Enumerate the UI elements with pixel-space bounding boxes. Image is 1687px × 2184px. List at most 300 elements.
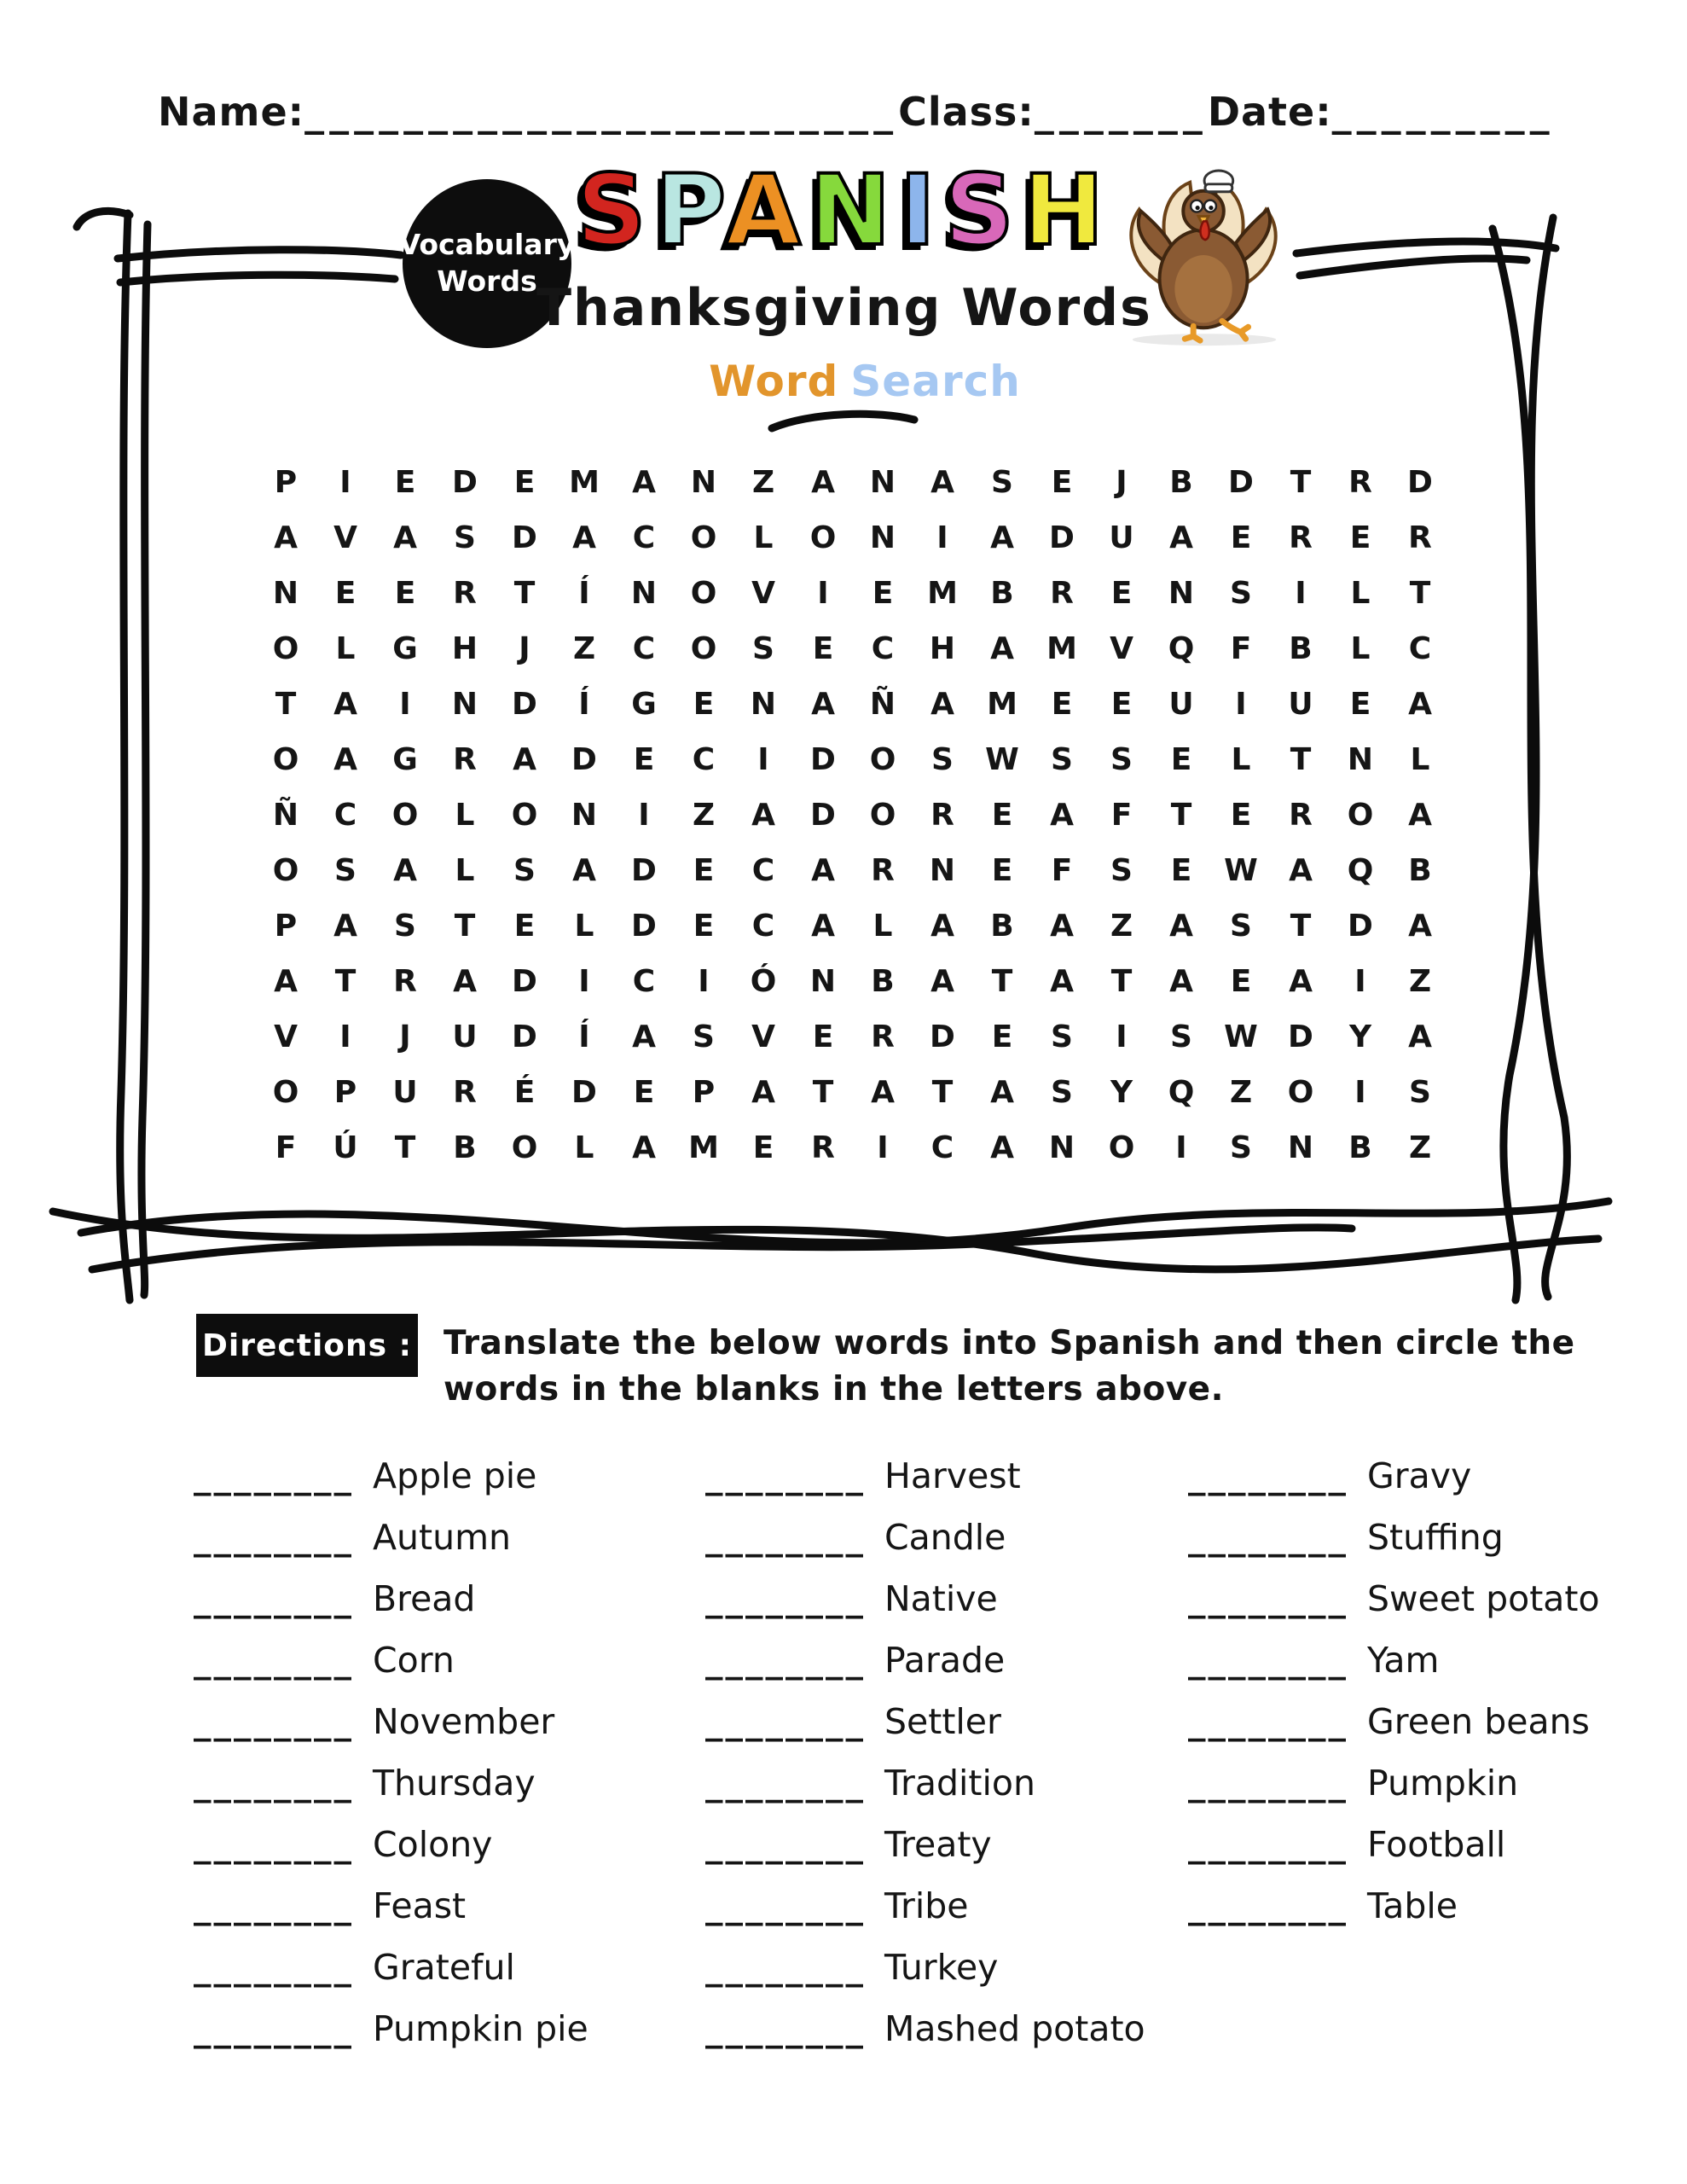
grid-letter: D (631, 853, 657, 888)
word-label: Sweet potato (1367, 1578, 1600, 1619)
grid-letter: L (335, 631, 356, 666)
grid-letter: E (1230, 964, 1252, 999)
grid-letter: O (272, 1075, 299, 1110)
grid-letter: I (757, 742, 769, 777)
word-item (705, 1517, 1145, 1578)
word-label: Native (884, 1578, 998, 1619)
grid-letter: D (571, 1075, 597, 1110)
grid-letter: N (1048, 1130, 1075, 1165)
directions-label: Directions : (202, 1327, 412, 1363)
grid-letter: N (451, 687, 478, 722)
grid-letter: D (512, 964, 537, 999)
answer-blank[interactable]: ________ (1188, 1885, 1348, 1926)
grid-letter: E (633, 742, 655, 777)
grid-letter: A (930, 964, 954, 999)
grid-letter: C (632, 964, 656, 999)
grid-letter: C (751, 853, 775, 888)
title-letter: I (899, 154, 944, 267)
grid-letter: R (811, 1130, 835, 1165)
grid-letter: T (1110, 964, 1133, 999)
grid-letter: E (1110, 687, 1133, 722)
grid-letter: Z (692, 798, 716, 833)
word-label: Football (1367, 1824, 1506, 1865)
answer-blank[interactable]: ________ (705, 2008, 866, 2049)
grid-letter: C (871, 631, 895, 666)
word-item (705, 1947, 1145, 2008)
grid-letter: Q (1168, 631, 1195, 666)
word-label: Parade (884, 1640, 1006, 1681)
grid-letter: Y (1348, 1019, 1372, 1054)
grid-letter: D (1407, 465, 1433, 500)
grid-letter: L (455, 798, 475, 833)
answer-blank[interactable]: ________ (1188, 1763, 1348, 1804)
grid-letter: L (1350, 576, 1371, 611)
answer-blank[interactable]: ________ (705, 1455, 866, 1496)
grid-letter: E (991, 798, 1013, 833)
grid-letter: A (871, 1075, 895, 1110)
grid-letter: U (392, 1075, 418, 1110)
word-label: November (373, 1701, 555, 1742)
grid-letter: D (1049, 520, 1075, 555)
grid-letter: T (1290, 742, 1312, 777)
grid-letter: A (811, 465, 835, 500)
answer-blank[interactable]: ________ (1188, 1455, 1348, 1496)
grid-letter: C (1408, 631, 1432, 666)
word-label: Pumpkin pie (373, 2008, 588, 2049)
grid-letter: G (392, 631, 418, 666)
grid-letter: S (1051, 1075, 1073, 1110)
word-item (1188, 1455, 1600, 1517)
turkey-shadow (1133, 334, 1276, 346)
answer-blank[interactable]: ________ (194, 1578, 354, 1619)
turkey-hat-brim (1205, 184, 1232, 192)
grid-letter: D (631, 909, 657, 944)
grid-letter: Í (578, 576, 590, 611)
turkey-pupil (1196, 206, 1200, 210)
grid-letter: P (274, 465, 298, 500)
grid-letter: S (1110, 853, 1133, 888)
grid-letter: I (1354, 964, 1366, 999)
class-label: Class: (898, 89, 1035, 135)
word-item (1188, 1763, 1600, 1824)
word-search-title-search: Search (850, 357, 1021, 406)
answer-blank[interactable]: ________ (705, 1701, 866, 1742)
grid-letter: C (632, 631, 656, 666)
grid-letter: F (1230, 631, 1252, 666)
grid-letter: A (572, 520, 596, 555)
grid-letter: N (571, 798, 598, 833)
grid-letter: A (990, 520, 1014, 555)
grid-letter: P (692, 1075, 716, 1110)
grid-letter: B (1289, 631, 1313, 666)
grid-letter: A (930, 909, 954, 944)
grid-letter: H (451, 631, 478, 666)
grid-letter: T (454, 909, 476, 944)
word-item (705, 1885, 1145, 1947)
grid-letter: D (571, 742, 597, 777)
grid-letter: A (1169, 909, 1193, 944)
word-item (705, 1824, 1145, 1885)
word-item (194, 1455, 588, 1517)
grid-letter: S (454, 520, 476, 555)
answer-blank[interactable]: ________ (705, 1578, 866, 1619)
word-item (1188, 1701, 1600, 1763)
grid-letter: I (578, 964, 590, 999)
header-line (158, 89, 1555, 135)
grid-letter: Í (578, 1019, 590, 1054)
grid-letter: R (871, 853, 895, 888)
grid-letter: E (513, 909, 536, 944)
grid-letter: T (1290, 465, 1312, 500)
grid-letter: E (1230, 798, 1252, 833)
grid-letter: A (1289, 964, 1313, 999)
title-letter: S (943, 154, 1023, 267)
grid-letter: R (1408, 520, 1432, 555)
answer-blank[interactable]: ________ (194, 1517, 354, 1558)
grid-letter: I (877, 1130, 889, 1165)
word-label: Tribe (884, 1885, 969, 1926)
grid-letter: N (809, 964, 837, 999)
answer-blank[interactable]: ________ (1188, 1517, 1348, 1558)
grid-letter: V (274, 1019, 298, 1054)
answer-blank[interactable]: ________ (194, 1947, 354, 1988)
grid-letter: S (1230, 576, 1252, 611)
grid-letter: T (275, 687, 297, 722)
grid-letter: O (272, 631, 299, 666)
word-label: Stuffing (1367, 1517, 1504, 1558)
answer-blank[interactable]: ________ (705, 1517, 866, 1558)
word-item (194, 1947, 588, 2008)
grid-letter: E (334, 576, 357, 611)
grid-letter: O (690, 520, 717, 555)
answer-blank[interactable]: ________ (705, 1885, 866, 1926)
word-label: Yam (1367, 1640, 1440, 1681)
grid-letter: E (513, 465, 536, 500)
grid-letter: E (633, 1075, 655, 1110)
grid-letter: A (990, 1075, 1014, 1110)
grid-letter: D (452, 465, 478, 500)
word-item (1188, 1640, 1600, 1701)
grid-letter: Z (1408, 964, 1432, 999)
grid-letter: T (513, 576, 536, 611)
word-label: Table (1367, 1885, 1458, 1926)
grid-letter: O (1287, 1075, 1314, 1110)
grid-letter: W (1224, 853, 1258, 888)
grid-letter: L (574, 909, 594, 944)
answer-blank[interactable]: ________ (194, 1640, 354, 1681)
word-label: Green beans (1367, 1701, 1590, 1742)
grid-letter: O (272, 742, 299, 777)
grid-letter: A (274, 520, 298, 555)
word-item (194, 1885, 588, 1947)
grid-letter: Ñ (869, 687, 896, 722)
turkey-belly (1174, 255, 1232, 322)
grid-letter: W (985, 742, 1019, 777)
directions-line2: words in the blanks in the letters above. (443, 1370, 1224, 1409)
grid-letter: I (936, 520, 948, 555)
answer-blank[interactable]: ________ (194, 1701, 354, 1742)
name-blank[interactable]: ________________________ (304, 89, 899, 135)
grid-letter: S (991, 465, 1013, 500)
word-label: Turkey (884, 1947, 999, 1988)
word-search-title (524, 357, 1206, 406)
answer-blank[interactable]: ________ (194, 1885, 354, 1926)
grid-letter: Z (1229, 1075, 1253, 1110)
grid-letter: F (1110, 798, 1133, 833)
answer-blank[interactable]: ________ (1188, 1701, 1348, 1742)
grid-letter: T (1290, 909, 1312, 944)
title-letter: A (725, 154, 810, 267)
word-label: Pumpkin (1367, 1763, 1519, 1804)
grid-letter: V (333, 520, 357, 555)
grid-letter: S (693, 1019, 715, 1054)
grid-letter: S (752, 631, 774, 666)
grid-letter: Y (1110, 1075, 1133, 1110)
grid-letter: I (1295, 576, 1307, 611)
grid-letter: V (1110, 631, 1133, 666)
word-label: Gravy (1367, 1455, 1472, 1496)
grid-letter: Ñ (272, 798, 299, 833)
grid-letter: A (1169, 520, 1193, 555)
name-label: Name: (158, 89, 305, 135)
word-label: Candle (884, 1517, 1006, 1558)
grid-letter: D (512, 520, 537, 555)
badge-line1: Vocabulary (398, 228, 576, 262)
grid-letter: L (1350, 631, 1371, 666)
grid-letter: E (812, 631, 834, 666)
grid-letter: R (871, 1019, 895, 1054)
answer-blank[interactable]: ________ (705, 1824, 866, 1865)
grid-letter: Z (572, 631, 596, 666)
grid-letter: S (1230, 909, 1252, 944)
grid-letter: Z (1110, 909, 1133, 944)
grid-letter: L (1410, 742, 1430, 777)
word-item (194, 1701, 588, 1763)
grid-letter: A (513, 742, 536, 777)
grid-letter: L (1231, 742, 1251, 777)
grid-letter: D (1228, 465, 1254, 500)
answer-blank[interactable]: ________ (705, 1763, 866, 1804)
word-label: Bread (373, 1578, 476, 1619)
grid-letter: S (1051, 1019, 1073, 1054)
answer-blank[interactable]: ________ (194, 2008, 354, 2049)
grid-letter: C (751, 909, 775, 944)
grid-letter: M (1046, 631, 1077, 666)
title-letter: P (654, 154, 726, 267)
grid-letter: S (334, 853, 357, 888)
grid-letter: I (339, 465, 351, 500)
word-label: Colony (373, 1824, 493, 1865)
directions-line1: Translate the below words into Spanish and then circle the (443, 1324, 1575, 1362)
directions-box (196, 1314, 418, 1377)
grid-letter: A (453, 964, 477, 999)
grid-letter: D (512, 687, 537, 722)
grid-letter: O (272, 853, 299, 888)
word-item (1188, 1885, 1600, 1947)
grid-letter: E (991, 1019, 1013, 1054)
word-item (194, 2008, 588, 2070)
answer-blank[interactable]: ________ (194, 1763, 354, 1804)
worksheet-subtitle: Thanksgiving Words (536, 278, 1152, 338)
answer-blank[interactable]: ________ (705, 1947, 866, 1988)
grid-letter: B (453, 1130, 477, 1165)
grid-letter: N (630, 576, 658, 611)
grid-letter: C (333, 798, 357, 833)
word-label: Feast (373, 1885, 467, 1926)
answer-blank[interactable]: ________ (1188, 1578, 1348, 1619)
grid-letter: E (1349, 520, 1371, 555)
grid-letter: N (1287, 1130, 1314, 1165)
turkey-clipart (1116, 159, 1301, 362)
grid-letter: I (1116, 1019, 1128, 1054)
grid-letter: A (811, 687, 835, 722)
title-letter: N (809, 154, 900, 267)
grid-letter: E (1349, 687, 1371, 722)
grid-letter: E (394, 465, 416, 500)
word-item (705, 1455, 1145, 1517)
grid-letter: N (929, 853, 956, 888)
word-label: Harvest (884, 1455, 1021, 1496)
grid-letter: R (1050, 576, 1074, 611)
grid-letter: I (399, 687, 411, 722)
grid-letter: O (1108, 1130, 1135, 1165)
grid-letter: A (632, 1130, 656, 1165)
grid-letter: A (1408, 909, 1432, 944)
word-item (194, 1763, 588, 1824)
grid-letter: E (1051, 465, 1073, 500)
grid-letter: O (809, 520, 837, 555)
grid-letter: D (930, 1019, 955, 1054)
grid-letter: I (1235, 687, 1247, 722)
directions-text (443, 1321, 1575, 1413)
grid-letter: B (871, 964, 895, 999)
word-column (705, 1455, 1145, 2070)
grid-letter: S (394, 909, 416, 944)
grid-letter: A (393, 520, 417, 555)
date-blank[interactable]: _________ (1331, 89, 1555, 135)
grid-letter: O (869, 798, 896, 833)
grid-letter: U (1168, 687, 1194, 722)
word-item (1188, 1578, 1600, 1640)
grid-letter: E (693, 853, 715, 888)
letter-grid (256, 455, 1450, 1176)
grid-letter: R (453, 576, 477, 611)
word-column (194, 1455, 588, 2070)
grid-letter: E (752, 1130, 774, 1165)
grid-letter: A (572, 853, 596, 888)
word-label: Tradition (884, 1763, 1035, 1804)
grid-letter: B (1408, 853, 1432, 888)
grid-letter: Ó (750, 964, 777, 999)
grid-letter: L (753, 520, 774, 555)
grid-letter: E (693, 909, 715, 944)
grid-letter: Z (751, 465, 775, 500)
grid-letter: N (690, 465, 717, 500)
grid-letter: J (519, 631, 530, 666)
class-blank[interactable]: _______ (1034, 89, 1208, 135)
grid-letter: R (1289, 798, 1313, 833)
grid-letter: S (1170, 1019, 1192, 1054)
grid-letter: D (810, 742, 836, 777)
answer-blank[interactable]: ________ (1188, 1640, 1348, 1681)
answer-blank[interactable]: ________ (194, 1824, 354, 1865)
grid-letter: A (1408, 798, 1432, 833)
grid-letter: C (632, 520, 656, 555)
grid-letter: D (1348, 909, 1373, 944)
grid-letter: C (692, 742, 716, 777)
grid-letter: S (1110, 742, 1133, 777)
grid-letter: A (632, 465, 656, 500)
grid-letter: V (751, 1019, 775, 1054)
grid-letter: I (1175, 1130, 1187, 1165)
grid-letter: S (1051, 742, 1073, 777)
word-label: Grateful (373, 1947, 515, 1988)
grid-letter: A (393, 853, 417, 888)
grid-letter: I (339, 1019, 351, 1054)
grid-letter: I (638, 798, 650, 833)
grid-letter: Ú (333, 1130, 358, 1165)
grid-letter: A (1050, 798, 1074, 833)
answer-blank[interactable]: ________ (1188, 1824, 1348, 1865)
grid-letter: O (690, 631, 717, 666)
grid-letter: D (512, 1019, 537, 1054)
grid-letter: N (1347, 742, 1374, 777)
grid-letter: A (333, 742, 357, 777)
grid-letter: A (930, 687, 954, 722)
grid-letter: N (869, 520, 896, 555)
word-column (1188, 1455, 1600, 1947)
word-item (194, 1517, 588, 1578)
grid-letter: E (394, 576, 416, 611)
grid-letter: B (990, 576, 1014, 611)
grid-letter: E (991, 853, 1013, 888)
grid-letter: A (990, 631, 1014, 666)
grid-letter: A (930, 465, 954, 500)
grid-letter: T (1170, 798, 1192, 833)
grid-letter: U (1109, 520, 1134, 555)
word-label: Autumn (373, 1517, 512, 1558)
grid-letter: E (1110, 576, 1133, 611)
grid-letter: E (693, 687, 715, 722)
grid-letter: S (1230, 1130, 1252, 1165)
word-label: Thursday (373, 1763, 536, 1804)
grid-letter: J (399, 1019, 411, 1054)
word-item (194, 1578, 588, 1640)
grid-letter: I (1354, 1075, 1366, 1110)
grid-letter: A (632, 1019, 656, 1054)
word-item (194, 1824, 588, 1885)
word-item (705, 1640, 1145, 1701)
grid-letter: P (274, 909, 298, 944)
grid-letter: E (1230, 520, 1252, 555)
word-item (1188, 1824, 1600, 1885)
grid-letter: A (990, 1130, 1014, 1165)
grid-letter: A (811, 909, 835, 944)
grid-letter: M (987, 687, 1017, 722)
grid-letter: L (872, 909, 893, 944)
grid-letter: A (1408, 687, 1432, 722)
answer-blank[interactable]: ________ (705, 1640, 866, 1681)
grid-letter: Q (1347, 853, 1374, 888)
answer-blank[interactable]: ________ (194, 1455, 354, 1496)
grid-letter: A (274, 964, 298, 999)
grid-letter: B (990, 909, 1014, 944)
grid-letter: T (394, 1130, 416, 1165)
grid-letter: J (1116, 465, 1128, 500)
word-item (194, 1640, 588, 1701)
grid-letter: A (751, 798, 775, 833)
word-label: Apple pie (373, 1455, 537, 1496)
